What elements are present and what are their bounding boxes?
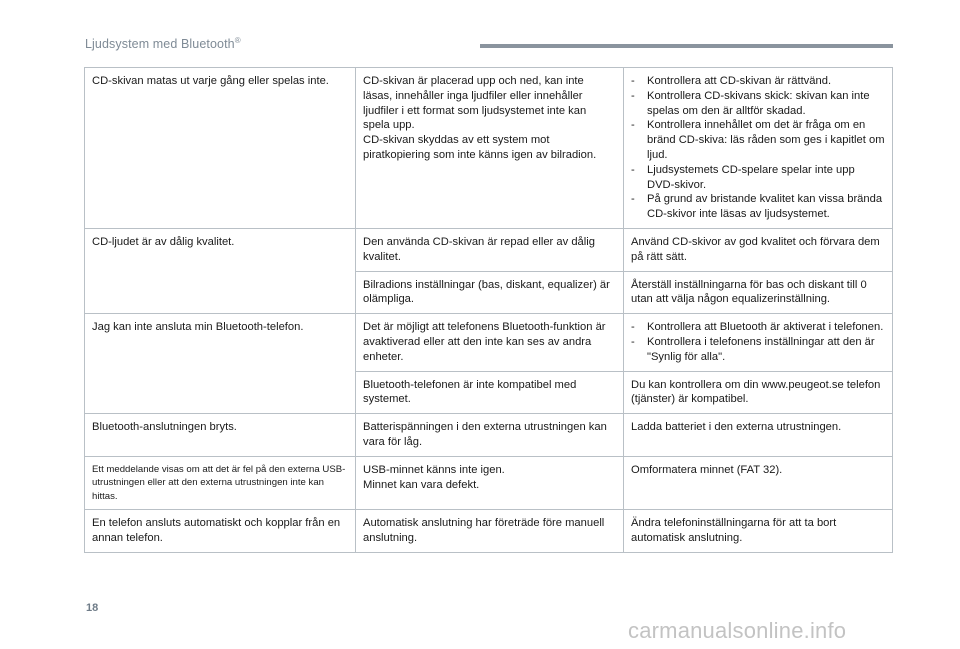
problem-cell: Jag kan inte ansluta min Bluetooth-telefon. — [85, 314, 356, 414]
list-item: - Ljudsystemets CD-spelare spelar inte upp DVD-skivor. — [631, 163, 885, 193]
table-row — [85, 228, 893, 271]
troubleshooting-table — [84, 67, 893, 553]
cause-line: CD-skivan skyddas av ett system mot piratkopiering som inte känns igen av bilradion. — [363, 134, 597, 161]
solution-list — [631, 74, 885, 222]
solution-cell: Ändra telefoninställningarna för att ta bort automatisk anslutning. — [624, 510, 893, 553]
list-item: - Kontrollera att CD-skivan är rättvänd. — [631, 74, 885, 89]
cause-line: USB-minnet känns inte igen. — [363, 463, 505, 476]
cause-cell — [356, 68, 624, 229]
problem-cell: CD-skivan matas ut varje gång eller spelas inte. — [85, 68, 356, 229]
list-item: - Kontrollera att Bluetooth är aktiverat i telefonen. — [631, 320, 885, 335]
watermark: carmanualsonline.info — [628, 618, 847, 643]
cause-cell — [356, 456, 624, 510]
table-row — [85, 68, 893, 229]
cause-cell: Batterispänningen i den externa utrustningen kan vara för låg. — [356, 414, 624, 457]
section-title — [85, 36, 241, 51]
solution-cell — [624, 68, 893, 229]
cause-cell: Automatisk anslutning har företräde före manuell anslutning. — [356, 510, 624, 553]
table-row — [85, 456, 893, 510]
solution-list — [631, 320, 885, 364]
problem-cell: CD-ljudet är av dålig kvalitet. — [85, 228, 356, 313]
solution-cell — [624, 314, 893, 371]
solution-cell: Ladda batteriet i den externa utrustningen. — [624, 414, 893, 457]
problem-cell: En telefon ansluts automatiskt och kopplar från en annan telefon. — [85, 510, 356, 553]
problem-cell: Ett meddelande visas om att det är fel på den externa USB-utrustningen eller att den externa utrustningen inte kan hittas. — [85, 456, 356, 510]
section-title-text: Ljudsystem med Bluetooth — [85, 37, 235, 52]
header-rule — [480, 44, 893, 48]
page-number: 18 — [86, 602, 99, 614]
table-row — [85, 510, 893, 553]
cause-cell: Bilradions inställningar (bas, diskant, equalizer) är olämpliga. — [356, 271, 624, 314]
cause-cell: Den använda CD-skivan är repad eller av dålig kvalitet. — [356, 228, 624, 271]
registered-mark: ® — [234, 36, 241, 45]
solution-cell: Återställ inställningarna för bas och diskant till 0 utan att välja någon equalizerinställning. — [624, 271, 893, 314]
table-row — [85, 314, 893, 371]
solution-cell: Använd CD-skivor av god kvalitet och förvara dem på rätt sätt. — [624, 228, 893, 271]
solution-cell: Du kan kontrollera om din www.peugeot.se telefon (tjänster) är kompatibel. — [624, 371, 893, 414]
list-item: - Kontrollera innehållet om det är fråga om en bränd CD-skiva: läs råden som ges i kapitlet om ljud. — [631, 118, 885, 162]
cause-line: CD-skivan är placerad upp och ned, kan inte läsas, innehåller inga ljudfiler eller innehåller ljudfiler i ett format som ljudsystemet inte kan spela upp. — [363, 75, 587, 132]
cause-line: Minnet kan vara defekt. — [363, 478, 480, 491]
cause-cell: Bluetooth-telefonen är inte kompatibel med systemet. — [356, 371, 624, 414]
table-row — [85, 414, 893, 457]
list-item: - På grund av bristande kvalitet kan vissa brända CD-skivor inte läsas av ljudsystemet. — [631, 192, 885, 222]
list-item: - Kontrollera CD-skivans skick: skivan kan inte spelas om den är alltför skadad. — [631, 89, 885, 119]
problem-cell: Bluetooth-anslutningen bryts. — [85, 414, 356, 457]
list-item: - Kontrollera i telefonens inställningar att den är "Synlig för alla". — [631, 335, 885, 365]
cause-cell: Det är möjligt att telefonens Bluetooth-funktion är avaktiverad eller att den inte kan ses av andra enheter. — [356, 314, 624, 371]
solution-cell: Omformatera minnet (FAT 32). — [624, 456, 893, 510]
